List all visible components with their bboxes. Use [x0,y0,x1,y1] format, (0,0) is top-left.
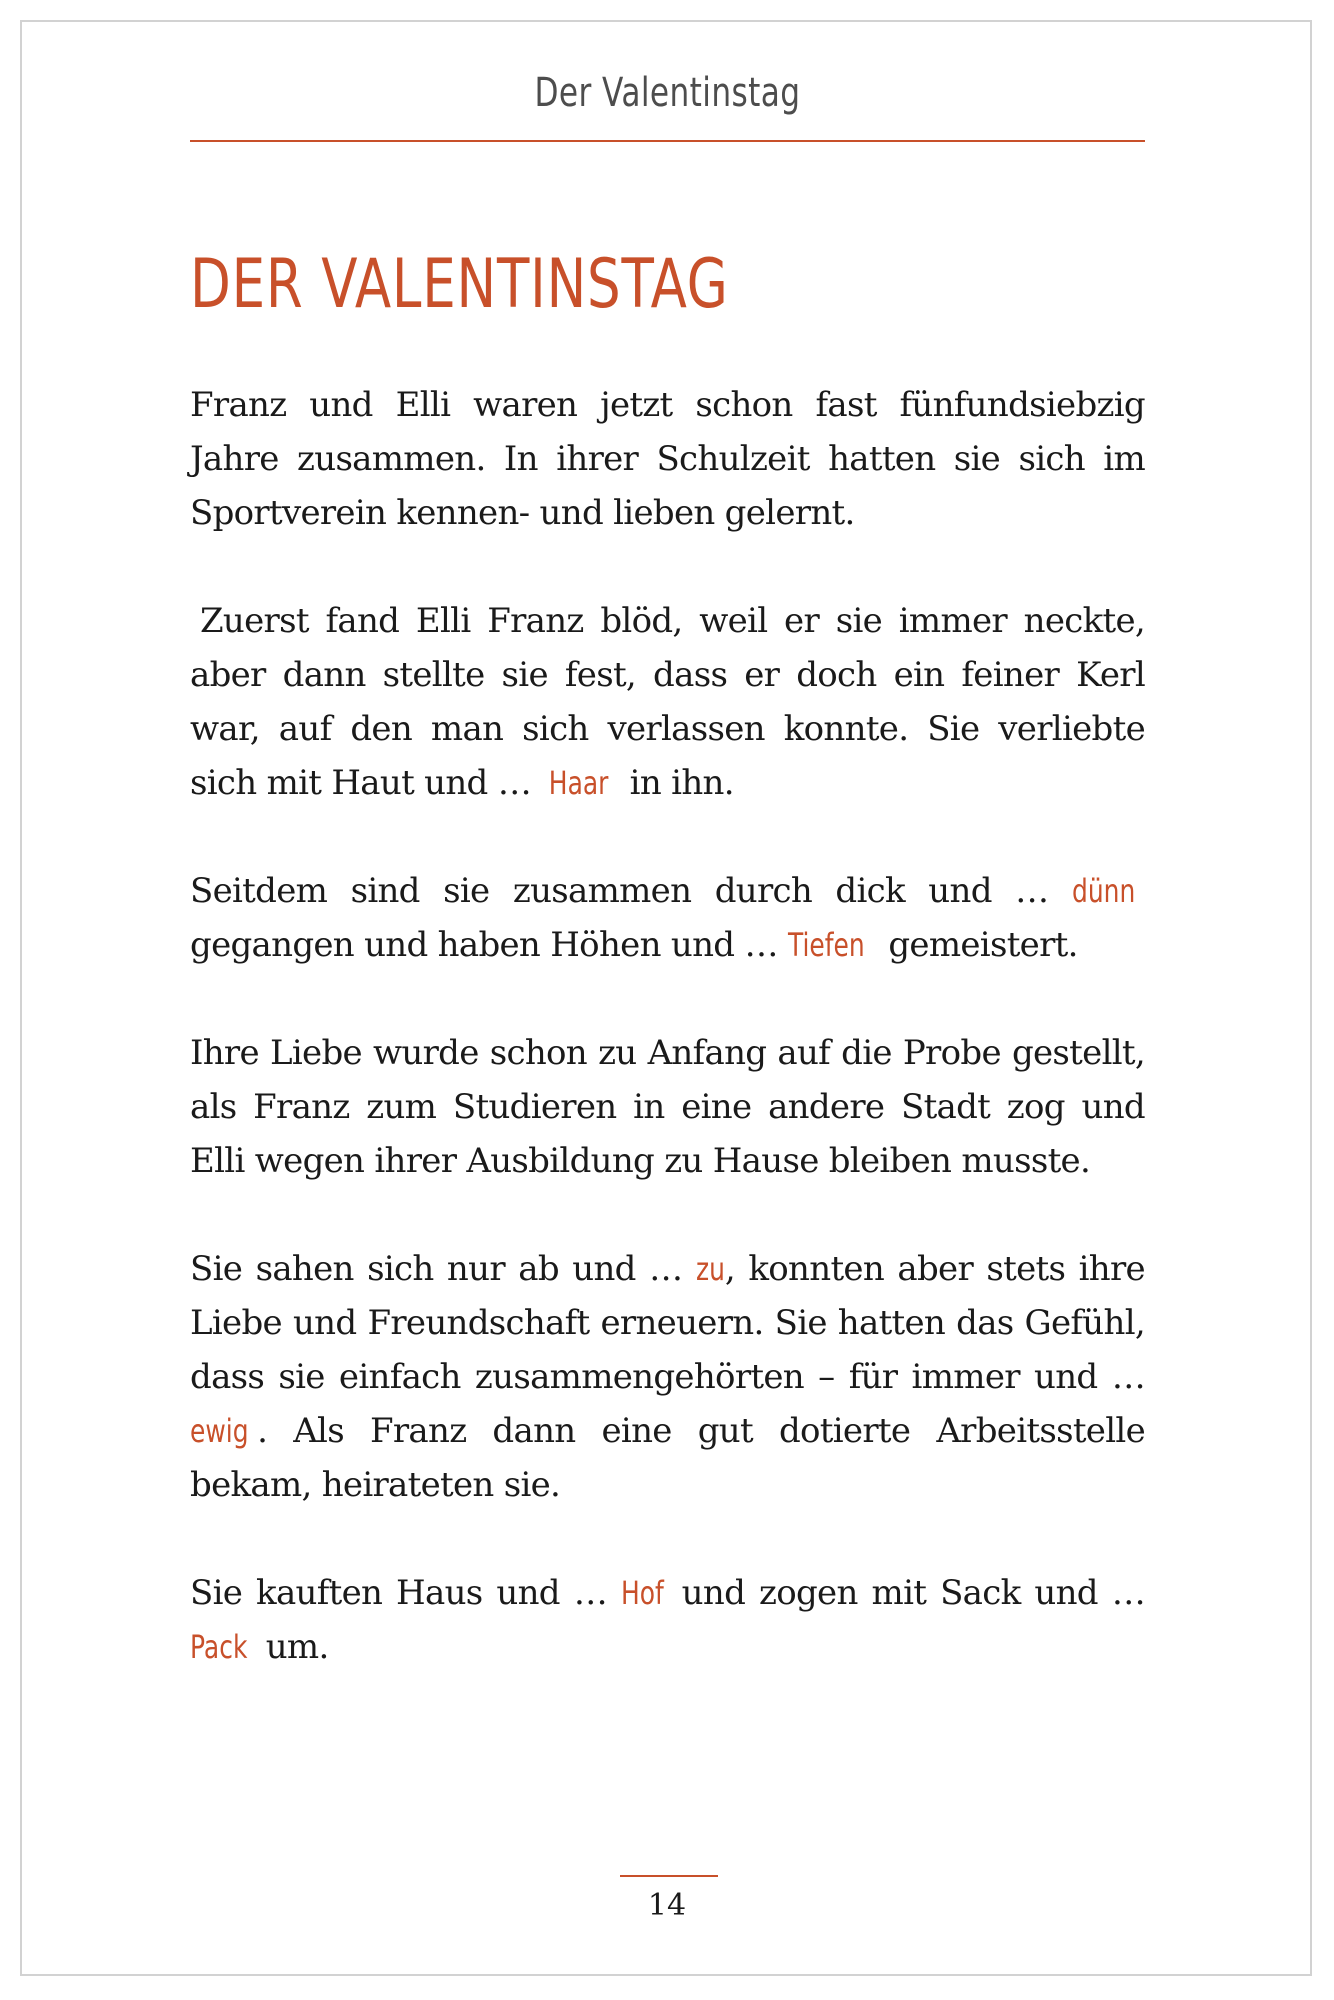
paragraph-4 [190,1026,1145,1188]
footer-rule [620,1875,718,1877]
paragraph-2-text-b: in ihn. [619,763,734,803]
page-number: 14 [647,1888,687,1923]
answer-word-duenn: dünn [1071,872,1136,910]
answer-word-haar: Haar [548,764,609,802]
paragraph-3-text-c: gemeistert. [878,925,1078,965]
answer-word-hof: Hof [620,1574,664,1612]
body-text [190,378,1145,1728]
paragraph-5 [190,1242,1145,1512]
paragraph-5-text-b: , konnten aber stets ihre Liebe und Freundschaft erneuern. Sie hatten das Gefühl, dass sie einfach zusammengehörten – für immer und … [190,1249,1145,1397]
paragraph-6 [190,1566,1145,1674]
paragraph-3-text-a: Seitdem sind sie zusammen durch dick und … [190,871,1072,911]
paragraph-6-text-a: Sie kauften Haus und … [190,1573,621,1613]
paragraph-6-text-b: und zogen mit Sack und … [667,1573,1145,1613]
paragraph-2 [190,594,1145,810]
paragraph-3 [190,864,1145,972]
answer-word-pack: Pack [190,1628,248,1666]
answer-word-tiefen: Tiefen [787,926,865,964]
paragraph-5-text-c: . Als Franz dann eine gut dotierte Arbeitsstelle bekam, heirateten sie. [190,1411,1145,1505]
running-header: Der Valentinstag [534,70,801,116]
answer-word-ewig: ewig [190,1412,249,1450]
header-rule [190,140,1145,142]
answer-word-zu: zu [695,1250,725,1288]
paragraph-2-text-a: Zuerst fand Elli Franz blöd, weil er sie immer neckte, aber dann stellte sie fest, dass er doch ein feiner Kerl war, auf den man sich verlassen konnte. Sie verliebte sich mit Haut und … [190,601,1145,803]
paragraph-3-text-b: gegangen und haben Höhen und … [190,925,788,965]
chapter-title: DER VALENTINSTAG [190,245,729,324]
paragraph-1-text: Franz und Elli waren jetzt schon fast fünfundsiebzig Jahre zusammen. In ihrer Schulzeit hatten sie sich im Sportverein kennen- und lieben gelernt. [190,385,1145,533]
paragraph-5-text-a: Sie sahen sich nur ab und … [190,1249,696,1289]
paragraph-4-text: Ihre Liebe wurde schon zu Anfang auf die Probe gestellt, als Franz zum Studieren in eine andere Stadt zog und Elli wegen ihrer Ausbildung zu Hause bleiben musste. [190,1033,1145,1181]
paragraph-6-text-c: um. [255,1627,329,1667]
paragraph-1 [190,378,1145,540]
